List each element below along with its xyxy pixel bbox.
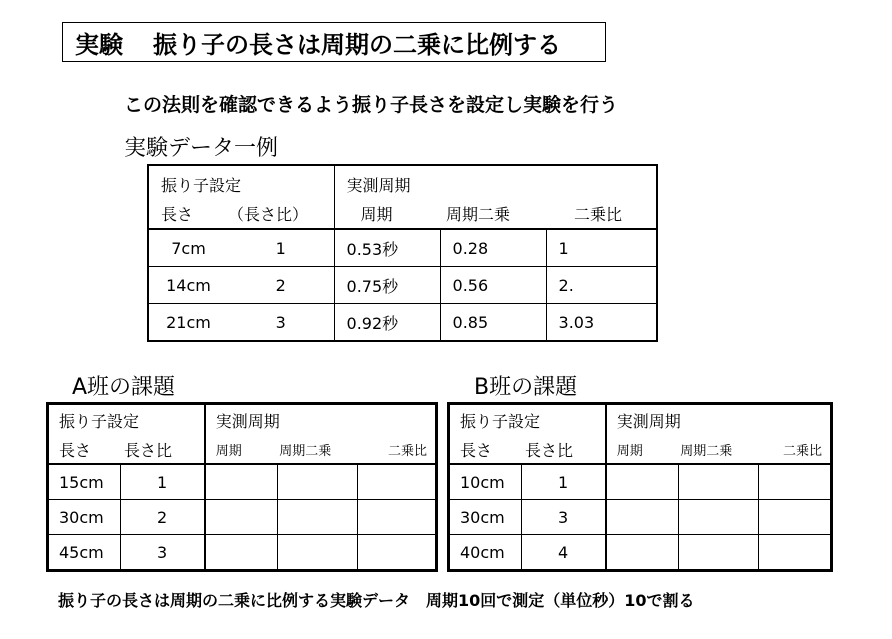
- cell-ratio: 3: [120, 535, 205, 571]
- cell-sq-ratio: 1: [546, 229, 657, 267]
- team-a-table: [46, 402, 438, 572]
- cell-ratio: 1: [521, 464, 606, 500]
- cell-period-sq: 0.56: [440, 267, 546, 304]
- col-length: 長さ: [449, 435, 522, 464]
- team-a-heading: A班の課題: [72, 375, 176, 400]
- cell-period-sq: 0.28: [440, 229, 546, 267]
- subtitle: この法則を確認できるよう振り子長さを設定し実験を行う: [124, 94, 619, 116]
- cell-ratio: 1: [120, 464, 205, 500]
- cell-period-empty[interactable]: [205, 535, 278, 571]
- table-row: [449, 500, 832, 535]
- example-heading: 実験データ一例: [124, 136, 279, 161]
- col-length: 長さ: [48, 435, 121, 464]
- cell-period-empty[interactable]: [606, 464, 679, 500]
- example-header-row-2: [148, 198, 657, 229]
- title-text: 振り子の長さは周期の二乗に比例する: [153, 30, 561, 59]
- cell-ratio: 3: [521, 500, 606, 535]
- cell-period-sq-empty[interactable]: [277, 464, 358, 500]
- table-row: [48, 500, 437, 535]
- title-label: 実験: [75, 30, 123, 59]
- team-a-header-row-1: [48, 404, 437, 436]
- cell-length: 10cm: [449, 464, 522, 500]
- col-ratio: （長さ比）: [228, 198, 334, 229]
- col-period-sq: 周期二乗: [440, 198, 546, 229]
- example-header-row-1: [148, 165, 657, 198]
- col-ratio: 長さ比: [120, 435, 205, 464]
- cell-length: 7cm: [148, 229, 228, 267]
- cell-sq-ratio: 3.03: [546, 304, 657, 342]
- team-b-header-row-1: [449, 404, 832, 436]
- example-table: [147, 164, 658, 342]
- cell-length: 45cm: [48, 535, 121, 571]
- header-setting: 振り子設定: [449, 404, 606, 436]
- header-setting: 振り子設定: [48, 404, 205, 436]
- cell-sq-ratio-empty[interactable]: [759, 535, 832, 571]
- cell-sq-ratio-empty[interactable]: [358, 535, 437, 571]
- table-row: [449, 464, 832, 500]
- col-period: 周期: [334, 198, 440, 229]
- cell-ratio: 2: [120, 500, 205, 535]
- team-b-heading: B班の課題: [474, 375, 578, 400]
- cell-period-sq-empty[interactable]: [678, 535, 759, 571]
- col-sq-ratio: 二乗比: [546, 198, 657, 229]
- col-period-sq: 周期二乗: [678, 435, 759, 464]
- title-box: [62, 22, 606, 62]
- cell-period-sq-empty[interactable]: [277, 535, 358, 571]
- cell-length: 14cm: [148, 267, 228, 304]
- cell-period-sq-empty[interactable]: [277, 500, 358, 535]
- cell-period: 0.75秒: [334, 267, 440, 304]
- footer-note: 振り子の長さは周期の二乗に比例する実験データ 周期10回で測定（単位秒）10で割る: [58, 591, 695, 610]
- cell-ratio: 1: [228, 229, 334, 267]
- cell-sq-ratio-empty[interactable]: [759, 464, 832, 500]
- col-period: 周期: [205, 435, 278, 464]
- cell-period: 0.92秒: [334, 304, 440, 342]
- table-row: [148, 229, 657, 267]
- col-length: 長さ: [148, 198, 228, 229]
- header-setting: 振り子設定: [148, 165, 334, 198]
- cell-length: 30cm: [48, 500, 121, 535]
- col-sq-ratio: 二乗比: [358, 435, 437, 464]
- cell-period-empty[interactable]: [205, 500, 278, 535]
- cell-period-empty[interactable]: [205, 464, 278, 500]
- table-row: [48, 464, 437, 500]
- table-row: [148, 304, 657, 342]
- table-row: [48, 535, 437, 571]
- col-period: 周期: [606, 435, 679, 464]
- cell-ratio: 3: [228, 304, 334, 342]
- cell-period-sq: 0.85: [440, 304, 546, 342]
- cell-ratio: 2: [228, 267, 334, 304]
- cell-length: 21cm: [148, 304, 228, 342]
- team-b-table: [447, 402, 833, 572]
- cell-period-sq-empty[interactable]: [678, 500, 759, 535]
- team-a-header-row-2: [48, 435, 437, 464]
- col-period-sq: 周期二乗: [277, 435, 358, 464]
- cell-period-sq-empty[interactable]: [678, 464, 759, 500]
- cell-sq-ratio-empty[interactable]: [358, 464, 437, 500]
- table-row: [148, 267, 657, 304]
- col-ratio: 長さ比: [521, 435, 606, 464]
- cell-period-empty[interactable]: [606, 500, 679, 535]
- cell-sq-ratio: 2.: [546, 267, 657, 304]
- cell-length: 30cm: [449, 500, 522, 535]
- col-sq-ratio: 二乗比: [759, 435, 832, 464]
- table-row: [449, 535, 832, 571]
- cell-period-empty[interactable]: [606, 535, 679, 571]
- header-measured: 実測周期: [616, 411, 681, 431]
- team-b-header-row-2: [449, 435, 832, 464]
- cell-sq-ratio-empty[interactable]: [759, 500, 832, 535]
- cell-length: 40cm: [449, 535, 522, 571]
- cell-ratio: 4: [521, 535, 606, 571]
- cell-period: 0.53秒: [334, 229, 440, 267]
- cell-length: 15cm: [48, 464, 121, 500]
- cell-sq-ratio-empty[interactable]: [358, 500, 437, 535]
- header-measured: 実測周期: [215, 411, 280, 431]
- header-measured: 実測周期: [346, 175, 411, 195]
